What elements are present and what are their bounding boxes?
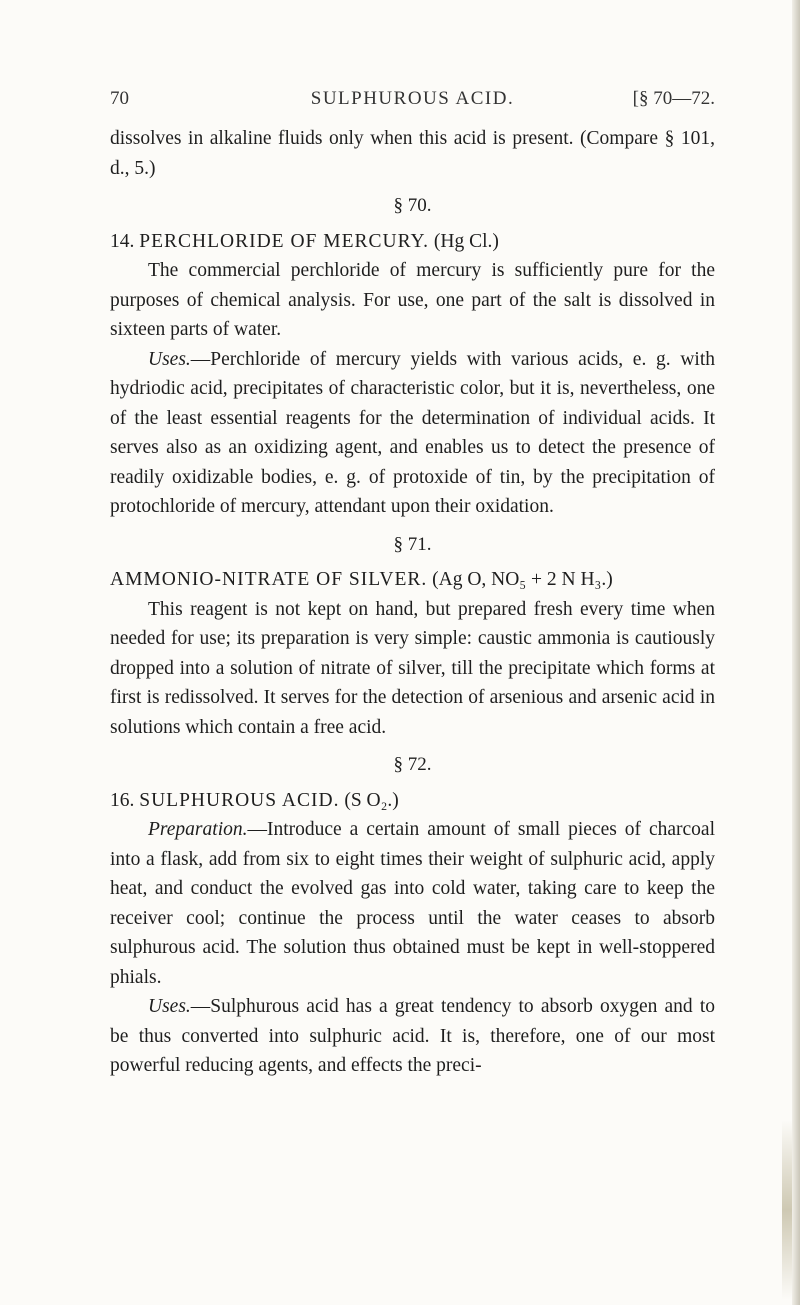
page-stain [782,1120,792,1300]
page-number: 70 [110,88,129,109]
section-72-title: SULPHUROUS ACID. [139,789,340,811]
section-70-title: PERCHLORIDE OF MERCURY. [139,230,429,252]
section-70-number: 14. [110,230,135,252]
section-71-paragraph: This reagent is not kept on hand, but prepared fresh every time when needed for use; its preparation is very simple: caustic ammonia is cautiously dropped into a solution of nitrate of silver, till the precipitate which forms at first is redissolved. It serves for the detection of arsenious and arsenic acid in solutions which contain a free acid. [110,598,715,738]
uses-text: —Sulphurous acid has a great tendency to absorb oxygen and to be thus converted into sulphuric acid. It is, therefore, one of our most powerful reducing agents, and effects the preci- [110,996,715,1076]
section-70-paragraph: The commercial perchloride of mercury is sufficiently pure for the purposes of chemical analysis. For use, one part of the salt is dissolved in sixteen parts of water. [110,260,715,340]
section-72-mark: § 72. [393,754,432,775]
uses-text: —Perchloride of mercury yields with various acids, e. g. with hydriodic acid, precipitates of characteristic color, but it is, nevertheless, one of the least essential reagents for the determination of individual acids. It serves also as an oxidizing agent, and enables us to detect the presence of readily oxidizable bodies, e. g. of protoxide of tin, by the precipitation of protochloride of mercury, attendant upon their oxidation. [110,348,715,517]
section-70-mark: § 70. [393,195,432,216]
section-72-formula: (S O₂.) [344,789,399,811]
uses-label: Uses. [148,996,191,1017]
section-70-uses [110,345,715,522]
section-72-uses [110,992,715,1081]
page-body [110,124,715,1081]
section-72-heading [110,786,715,816]
section-70-heading [110,227,715,257]
section-71-formula: (Ag O, NO₅ + 2 N H₃.) [432,569,613,590]
section-71-heading [110,565,715,595]
uses-label: Uses. [148,348,191,370]
section-71-mark: § 71. [393,533,432,555]
preparation-text: —Introduce a certain amount of small pieces of charcoal into a flask, add from six to eight times their weight of sulphuric acid, apply heat, and conduct the evolved gas into cold water, taking care to keep the receiver cool; continue the process until the water ceases to absorb sulphurous acid. The solution thus obtained must be kept in well-stoppered phials. [110,819,715,988]
running-title: SULPHUROUS ACID. [310,88,515,109]
opening-paragraph: dissolves in alkaline fluids only when this acid is present. (Compare § 101, d., 5.) [110,128,715,179]
section-range: [§ 70—72. [632,88,715,109]
page-edge [792,0,800,1305]
preparation-label: Preparation. [148,819,248,840]
section-72-number: 16. [110,789,135,811]
section-70-formula: (Hg Cl.) [433,230,499,252]
section-72-preparation [110,815,715,992]
running-header [110,88,715,118]
section-71-title: AMMONIO-NITRATE OF SILVER. [110,569,428,590]
